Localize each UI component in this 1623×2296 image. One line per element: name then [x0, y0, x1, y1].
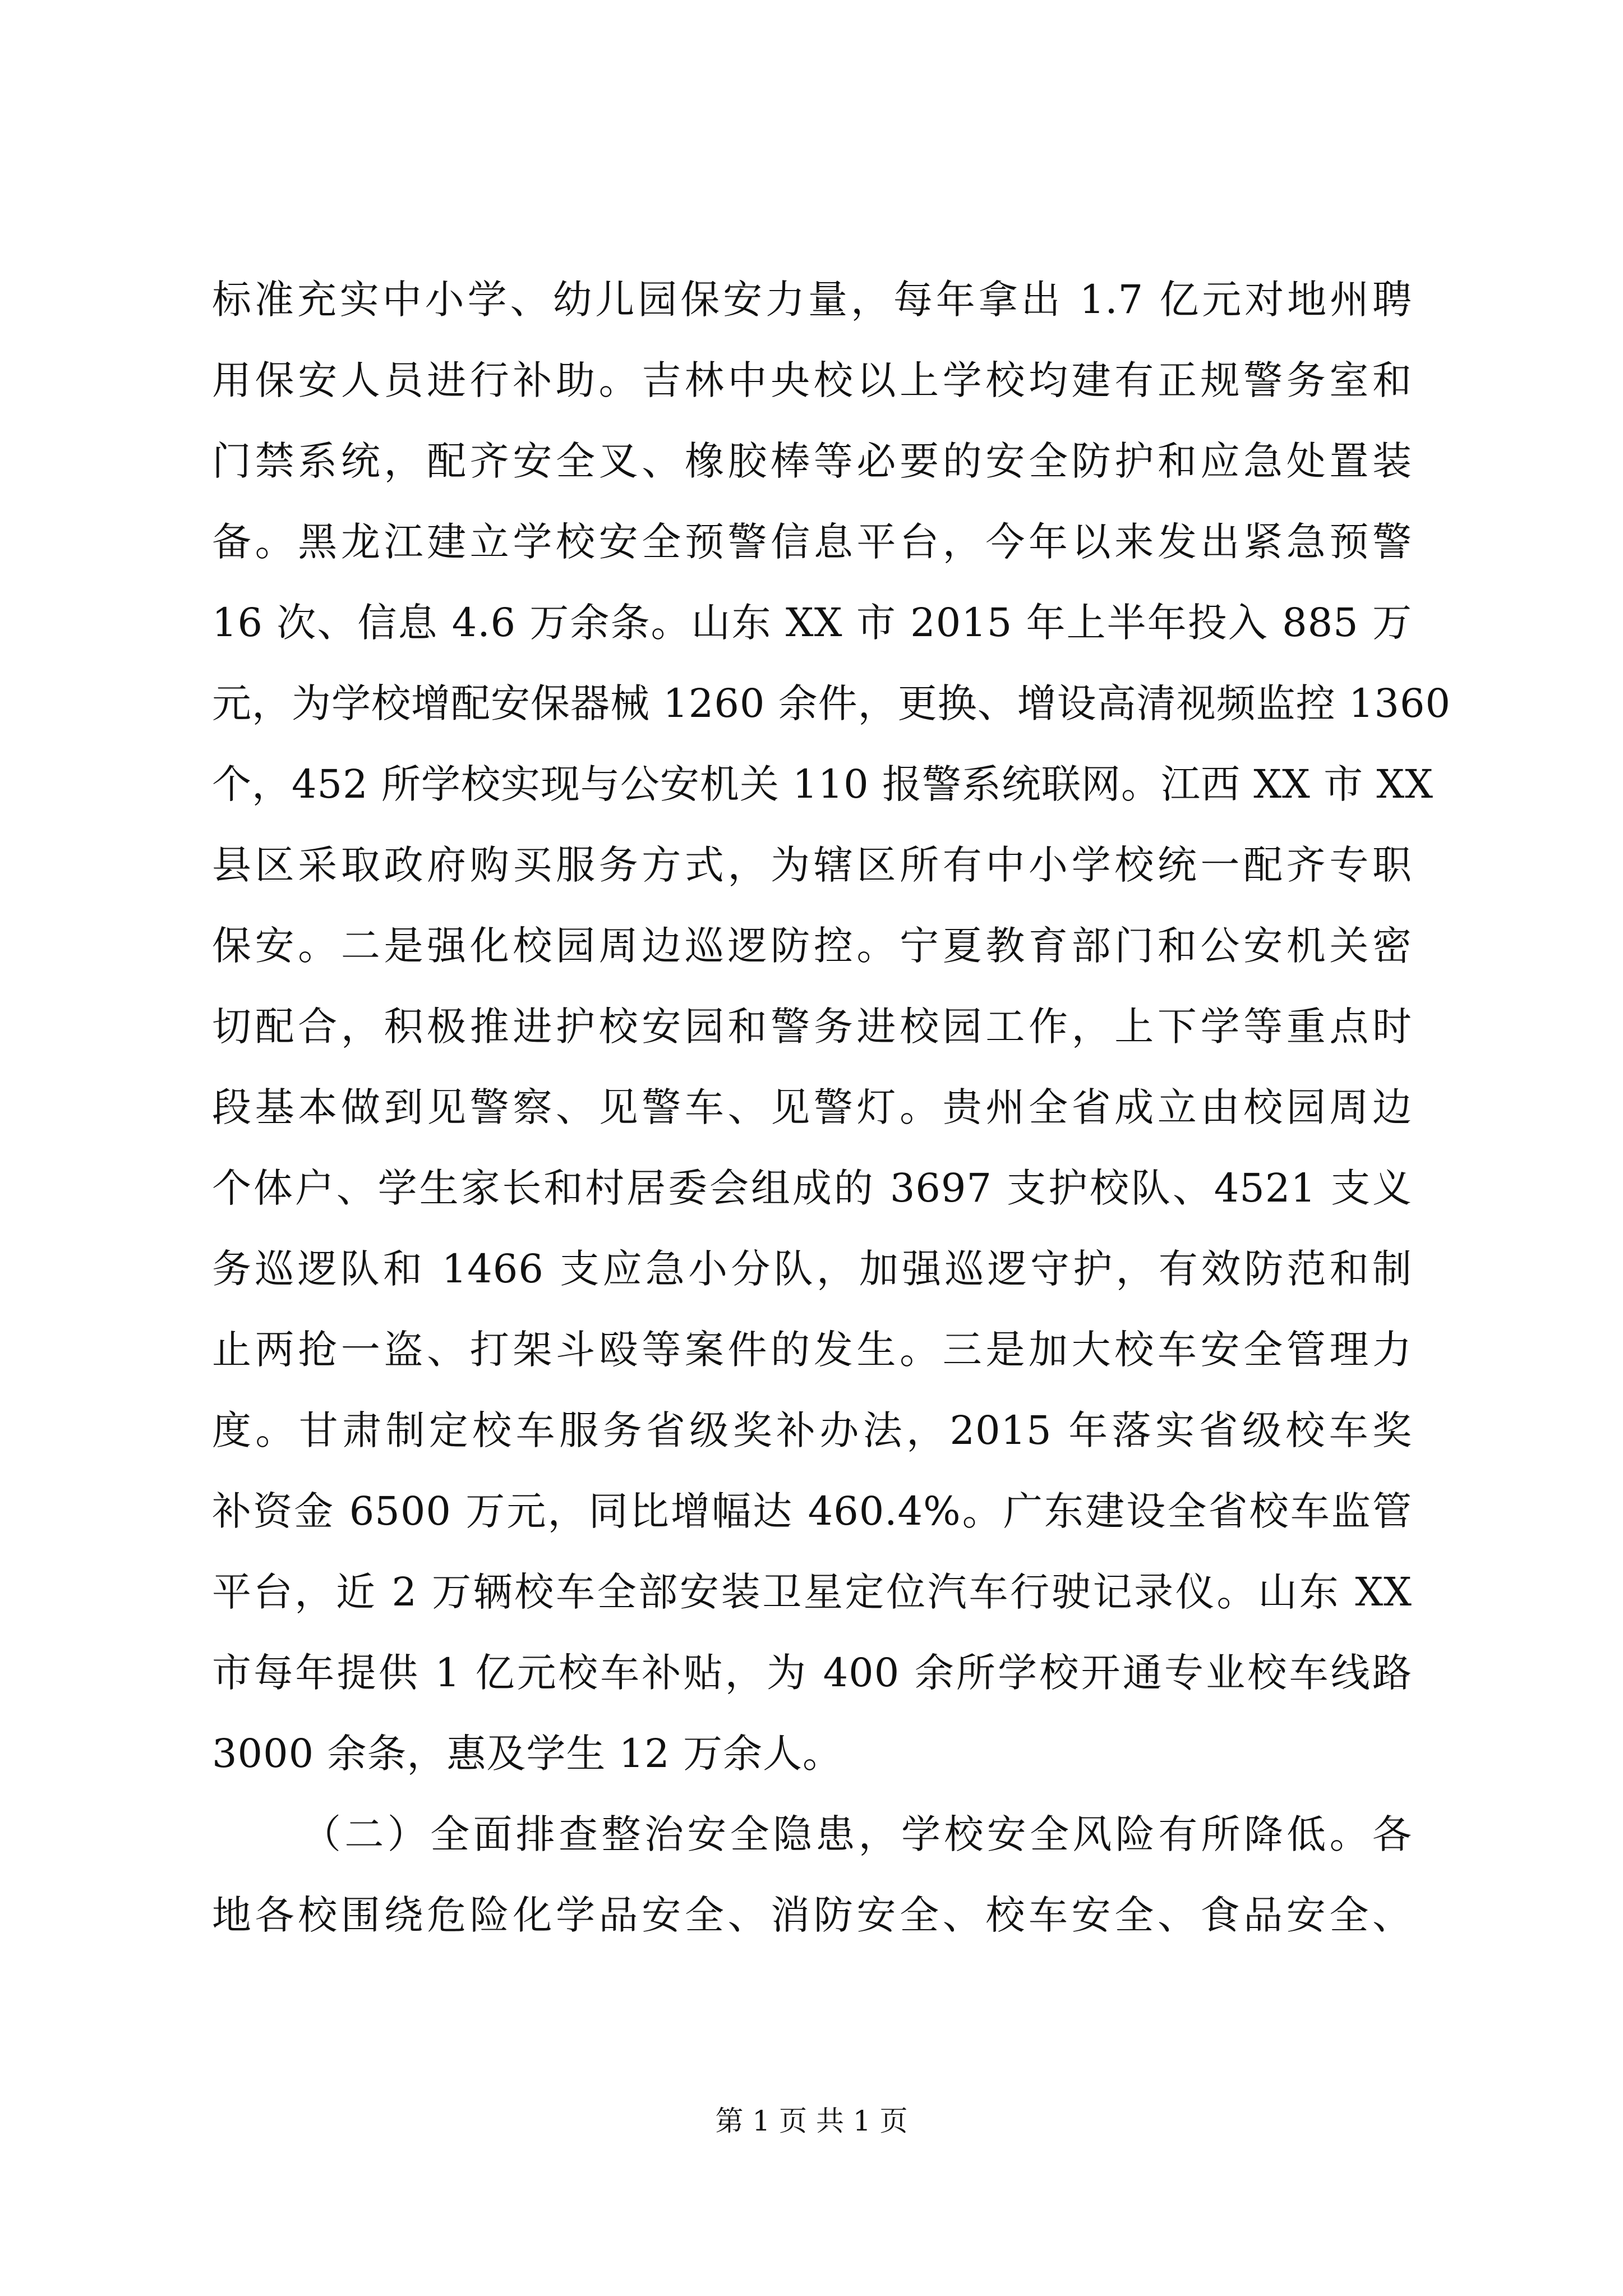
text-line: 标准充实中小学、幼儿园保安力量，每年拿出 1.7 亿元对地州聘	[212, 277, 1412, 323]
text-line: 3000 余条，惠及学生 12 万余人。	[212, 1731, 842, 1777]
text-line: 切配合，积极推进护校安园和警务进校园工作，上下学等重点时	[212, 1004, 1412, 1050]
text-line: 个，452 所学校实现与公安机关 110 报警系统联网。江西 XX 市 XX	[212, 761, 1434, 807]
text-line: 止两抢一盗、打架斗殴等案件的发生。三是加大校车安全管理力	[212, 1327, 1412, 1373]
text-line: 元，为学校增配安保器械 1260 余件，更换、增设高清视频监控 1360	[212, 680, 1451, 726]
text-line: 段基本做到见警察、见警车、见警灯。贵州全省成立由校园周边	[212, 1084, 1412, 1130]
text-line: 保安。二是强化校园周边巡逻防控。宁夏教育部门和公安机关密	[212, 923, 1412, 969]
text-line: 市每年提供 1 亿元校车补贴，为 400 余所学校开通专业校车线路	[212, 1650, 1412, 1696]
text-line: 补资金 6500 万元，同比增幅达 460.4%。广东建设全省校车监管	[212, 1488, 1412, 1534]
text-line: 县区采取政府购买服务方式，为辖区所有中小学校统一配齐专职	[212, 842, 1412, 888]
text-line: 地各校围绕危险化学品安全、消防安全、校车安全、食品安全、	[212, 1892, 1412, 1938]
text-line: 务巡逻队和 1466 支应急小分队，加强巡逻守护，有效防范和制	[212, 1246, 1412, 1292]
text-line: 备。黑龙江建立学校安全预警信息平台，今年以来发出紧急预警	[212, 519, 1412, 565]
text-line: 门禁系统，配齐安全叉、橡胶棒等必要的安全防护和应急处置装	[212, 438, 1412, 484]
text-line: 度。甘肃制定校车服务省级奖补办法，2015 年落实省级校车奖	[212, 1407, 1412, 1453]
paragraph-heading-line: （二）全面排查整治安全隐患，学校安全风险有所降低。各	[302, 1811, 1412, 1857]
text-line: 用保安人员进行补助。吉林中央校以上学校均建有正规警务室和	[212, 357, 1412, 403]
document-body	[212, 259, 1451, 1955]
text-line: 平台，近 2 万辆校车全部安装卫星定位汽车行驶记录仪。山东 XX	[212, 1569, 1412, 1615]
page-number-footer: 第 1 页 共 1 页	[715, 2105, 908, 2137]
text-line: 个体户、学生家长和村居委会组成的 3697 支护校队、4521 支义	[212, 1165, 1412, 1211]
text-line: 16 次、信息 4.6 万余条。山东 XX 市 2015 年上半年投入 885 万	[212, 600, 1412, 646]
